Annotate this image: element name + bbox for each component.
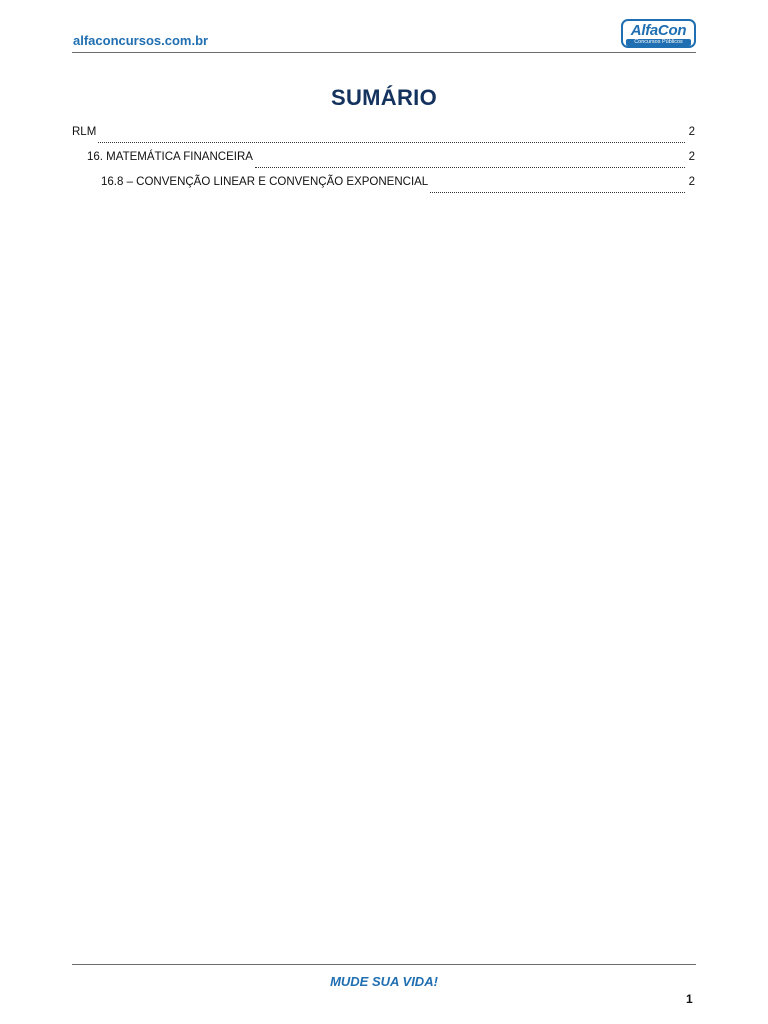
toc-entry-label: RLM [72, 126, 97, 138]
toc-entry-matematica-financeira[interactable] [72, 151, 695, 176]
toc-entry-label: 16. MATEMÁTICA FINANCEIRA [87, 151, 253, 163]
toc-leader-dots [255, 167, 685, 168]
alfacon-logo [621, 19, 696, 48]
toc-leader-dots [430, 192, 684, 193]
footer-divider [72, 964, 696, 965]
page-title: SUMÁRIO [331, 85, 437, 110]
toc-entry-convencao[interactable] [72, 176, 695, 201]
toc-entry-label: 16.8 – CONVENÇÃO LINEAR E CONVENÇÃO EXPONENCIAL [101, 176, 429, 188]
table-of-contents [72, 126, 695, 201]
toc-leader-dots [98, 142, 684, 143]
logo-tagline: Concursos Públicos [626, 39, 691, 46]
header-divider [72, 52, 696, 53]
toc-entry-page: 2 [688, 126, 695, 138]
footer-slogan: MUDE SUA VIDA! [330, 974, 438, 989]
toc-entry-rlm[interactable] [72, 126, 695, 151]
header-url[interactable]: alfaconcursos.com.br [73, 33, 209, 48]
toc-entry-page: 2 [688, 151, 695, 163]
page-number: 1 [686, 992, 693, 1006]
toc-entry-page: 2 [688, 176, 695, 188]
logo-name: AlfaCon [630, 22, 687, 39]
